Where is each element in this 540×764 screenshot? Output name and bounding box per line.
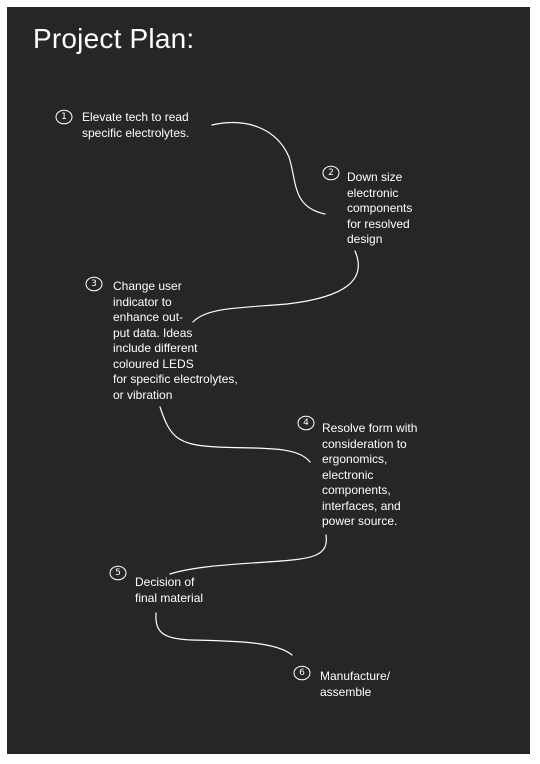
connector-5-6 [156,613,292,655]
step-6-number: 6 [299,667,305,678]
step-3-number-badge [85,276,103,292]
step-4-number-badge [297,415,315,431]
step-4-text: Resolve form with consideration to ergonomics, electronic components, interfaces, and power source. [322,421,418,528]
step-5-text: Decision of final material [135,575,204,605]
connector-1-2 [212,123,325,214]
page-title: Project Plan: [33,23,195,54]
step-4-number: 4 [303,417,309,428]
step-6-text: Manufacture/ assemble [320,669,391,699]
step-3-number: 3 [91,278,97,289]
connector-3-4 [160,407,310,462]
connector-4-5 [170,535,326,574]
project-plan-page [7,7,530,754]
step-6-number-badge [293,665,311,681]
step-5-number-badge [109,565,127,581]
step-2-number-badge [322,165,340,181]
step-1-number: 1 [61,111,67,122]
step-1-text: Elevate tech to read specific electrolytes. [82,110,190,140]
step-2-number: 2 [328,167,334,178]
step-2-text: Down size electronic components for resolved design [347,170,413,246]
step-1-number-badge [55,109,73,125]
step-5-number: 5 [115,567,121,578]
step-3-text: Change user indicator to enhance out- put data. Ideas include different coloured LEDS for specific electrolytes, or vibration [113,279,238,402]
